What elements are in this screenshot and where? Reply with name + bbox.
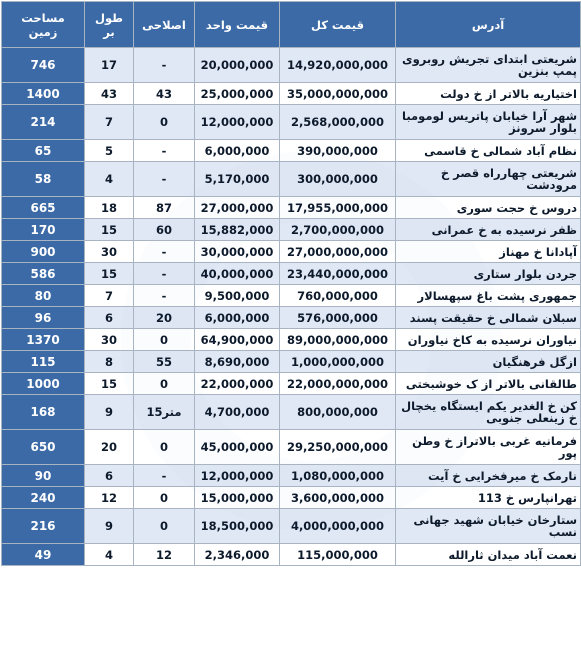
table-row xyxy=(2,509,581,544)
land-area-cell: 58 xyxy=(2,162,85,197)
total-price-cell: 1,080,000,000 xyxy=(280,465,396,487)
unit-price-cell: 6,000,000 xyxy=(195,307,280,329)
table-row xyxy=(2,83,581,105)
table-row xyxy=(2,544,581,566)
address-cell: نیاوران نرسیده به کاخ نیاوران xyxy=(396,329,581,351)
table-row xyxy=(2,162,581,197)
land-area-cell: 1370 xyxy=(2,329,85,351)
land-area-cell: 214 xyxy=(2,105,85,140)
renovation-cell: 0 xyxy=(134,487,195,509)
address-cell: ظفر نرسیده به خ عمرانی xyxy=(396,219,581,241)
renovation-cell: - xyxy=(134,465,195,487)
unit-price-cell: 2,346,000 xyxy=(195,544,280,566)
renovation-cell: 15متر xyxy=(134,395,195,430)
unit-price-cell: 15,000,000 xyxy=(195,487,280,509)
total-price-cell: 1,000,000,000 xyxy=(280,351,396,373)
unit-price-cell: 27,000,000 xyxy=(195,197,280,219)
total-price-cell: 2,700,000,000 xyxy=(280,219,396,241)
frontage-cell: 7 xyxy=(85,285,134,307)
property-price-table xyxy=(1,1,581,566)
total-price-cell: 3,600,000,000 xyxy=(280,487,396,509)
address-cell: جردن بلوار ستاری xyxy=(396,263,581,285)
frontage-cell: 43 xyxy=(85,83,134,105)
address-cell: طالقانی بالاتر از ک خوشبختی xyxy=(396,373,581,395)
unit-price-cell: 8,690,000 xyxy=(195,351,280,373)
land-area-cell: 240 xyxy=(2,487,85,509)
header-total-price: قیمت کل xyxy=(280,2,396,48)
table-row xyxy=(2,351,581,373)
renovation-cell: - xyxy=(134,162,195,197)
address-cell: جمهوری پشت باغ سپهسالار xyxy=(396,285,581,307)
total-price-cell: 27,000,000,000 xyxy=(280,241,396,263)
total-price-cell: 390,000,000 xyxy=(280,140,396,162)
address-cell: شهر آرا خیابان پاتریس لومومبا بلوار سرونز xyxy=(396,105,581,140)
renovation-cell: 0 xyxy=(134,329,195,351)
table-row xyxy=(2,263,581,285)
land-area-cell: 65 xyxy=(2,140,85,162)
unit-price-cell: 45,000,000 xyxy=(195,430,280,465)
table-row xyxy=(2,105,581,140)
unit-price-cell: 9,500,000 xyxy=(195,285,280,307)
renovation-cell: 0 xyxy=(134,105,195,140)
table-row xyxy=(2,48,581,83)
unit-price-cell: 64,900,000 xyxy=(195,329,280,351)
address-cell: ازگل فرهنگیان xyxy=(396,351,581,373)
unit-price-cell: 12,000,000 xyxy=(195,105,280,140)
frontage-cell: 15 xyxy=(85,219,134,241)
renovation-cell: 60 xyxy=(134,219,195,241)
renovation-cell: 87 xyxy=(134,197,195,219)
table-row xyxy=(2,329,581,351)
table-row xyxy=(2,307,581,329)
renovation-cell: 55 xyxy=(134,351,195,373)
frontage-cell: 9 xyxy=(85,509,134,544)
total-price-cell: 2,568,000,000 xyxy=(280,105,396,140)
unit-price-cell: 25,000,000 xyxy=(195,83,280,105)
total-price-cell: 800,000,000 xyxy=(280,395,396,430)
table-row xyxy=(2,197,581,219)
address-cell: آپادانا خ مهناز xyxy=(396,241,581,263)
land-area-cell: 115 xyxy=(2,351,85,373)
frontage-cell: 4 xyxy=(85,544,134,566)
frontage-cell: 7 xyxy=(85,105,134,140)
unit-price-cell: 20,000,000 xyxy=(195,48,280,83)
address-cell: دروس خ حجت سوری xyxy=(396,197,581,219)
address-cell: اختیاریه بالاتر از خ دولت xyxy=(396,83,581,105)
address-cell: نظام آباد شمالی خ قاسمی xyxy=(396,140,581,162)
total-price-cell: 29,250,000,000 xyxy=(280,430,396,465)
table-row xyxy=(2,219,581,241)
land-area-cell: 216 xyxy=(2,509,85,544)
unit-price-cell: 12,000,000 xyxy=(195,465,280,487)
land-area-cell: 1000 xyxy=(2,373,85,395)
land-area-cell: 746 xyxy=(2,48,85,83)
header-frontage: طول بر xyxy=(85,2,134,48)
total-price-cell: 760,000,000 xyxy=(280,285,396,307)
renovation-cell: 20 xyxy=(134,307,195,329)
total-price-cell: 576,000,000 xyxy=(280,307,396,329)
total-price-cell: 35,000,000,000 xyxy=(280,83,396,105)
listing-table-container xyxy=(1,1,580,646)
unit-price-cell: 18,500,000 xyxy=(195,509,280,544)
land-area-cell: 650 xyxy=(2,430,85,465)
frontage-cell: 30 xyxy=(85,241,134,263)
renovation-cell: - xyxy=(134,285,195,307)
renovation-cell: 0 xyxy=(134,373,195,395)
unit-price-cell: 5,170,000 xyxy=(195,162,280,197)
unit-price-cell: 22,000,000 xyxy=(195,373,280,395)
renovation-cell: 43 xyxy=(134,83,195,105)
land-area-cell: 900 xyxy=(2,241,85,263)
land-area-cell: 80 xyxy=(2,285,85,307)
address-cell: شریعتی ابتدای تجریش روبروی پمپ بنزین xyxy=(396,48,581,83)
frontage-cell: 5 xyxy=(85,140,134,162)
address-cell: فرمانیه غربی بالاتراز خ وطن پور xyxy=(396,430,581,465)
header-row xyxy=(2,2,581,48)
renovation-cell: - xyxy=(134,140,195,162)
frontage-cell: 8 xyxy=(85,351,134,373)
land-area-cell: 1400 xyxy=(2,83,85,105)
address-cell: کن خ الغدیر یکم ایستگاه یخچال خ زینعلی جنوبی xyxy=(396,395,581,430)
land-area-cell: 665 xyxy=(2,197,85,219)
total-price-cell: 22,000,000,000 xyxy=(280,373,396,395)
table-row xyxy=(2,140,581,162)
table-row xyxy=(2,487,581,509)
unit-price-cell: 40,000,000 xyxy=(195,263,280,285)
address-cell: ستارخان خیابان شهید جهانی نسب xyxy=(396,509,581,544)
unit-price-cell: 15,882,000 xyxy=(195,219,280,241)
frontage-cell: 15 xyxy=(85,373,134,395)
frontage-cell: 18 xyxy=(85,197,134,219)
land-area-cell: 168 xyxy=(2,395,85,430)
total-price-cell: 4,000,000,000 xyxy=(280,509,396,544)
table-row xyxy=(2,395,581,430)
header-land-area: مساحت زمین xyxy=(2,2,85,48)
table-row xyxy=(2,241,581,263)
address-cell: نعمت آباد میدان ثارالله xyxy=(396,544,581,566)
unit-price-cell: 4,700,000 xyxy=(195,395,280,430)
total-price-cell: 89,000,000,000 xyxy=(280,329,396,351)
total-price-cell: 115,000,000 xyxy=(280,544,396,566)
land-area-cell: 96 xyxy=(2,307,85,329)
total-price-cell: 17,955,000,000 xyxy=(280,197,396,219)
table-row xyxy=(2,285,581,307)
frontage-cell: 20 xyxy=(85,430,134,465)
header-renovation: اصلاحی xyxy=(134,2,195,48)
table-row xyxy=(2,373,581,395)
land-area-cell: 586 xyxy=(2,263,85,285)
frontage-cell: 6 xyxy=(85,465,134,487)
unit-price-cell: 6,000,000 xyxy=(195,140,280,162)
header-unit-price: قیمت واحد xyxy=(195,2,280,48)
renovation-cell: 12 xyxy=(134,544,195,566)
frontage-cell: 17 xyxy=(85,48,134,83)
land-area-cell: 170 xyxy=(2,219,85,241)
frontage-cell: 15 xyxy=(85,263,134,285)
frontage-cell: 4 xyxy=(85,162,134,197)
total-price-cell: 300,000,000 xyxy=(280,162,396,197)
frontage-cell: 30 xyxy=(85,329,134,351)
total-price-cell: 23,440,000,000 xyxy=(280,263,396,285)
renovation-cell: 0 xyxy=(134,509,195,544)
address-cell: سبلان شمالی خ حقیقت پسند xyxy=(396,307,581,329)
renovation-cell: - xyxy=(134,263,195,285)
total-price-cell: 14,920,000,000 xyxy=(280,48,396,83)
table-row xyxy=(2,465,581,487)
header-address: آدرس xyxy=(396,2,581,48)
address-cell: شریعتی چهارراه قصر خ مرودشت xyxy=(396,162,581,197)
land-area-cell: 49 xyxy=(2,544,85,566)
table-row xyxy=(2,430,581,465)
frontage-cell: 12 xyxy=(85,487,134,509)
frontage-cell: 9 xyxy=(85,395,134,430)
renovation-cell: - xyxy=(134,48,195,83)
unit-price-cell: 30,000,000 xyxy=(195,241,280,263)
land-area-cell: 90 xyxy=(2,465,85,487)
renovation-cell: 0 xyxy=(134,430,195,465)
frontage-cell: 6 xyxy=(85,307,134,329)
renovation-cell: - xyxy=(134,241,195,263)
address-cell: نارمک خ میرفخرایی خ آیت xyxy=(396,465,581,487)
address-cell: تهرانپارس خ 113 xyxy=(396,487,581,509)
